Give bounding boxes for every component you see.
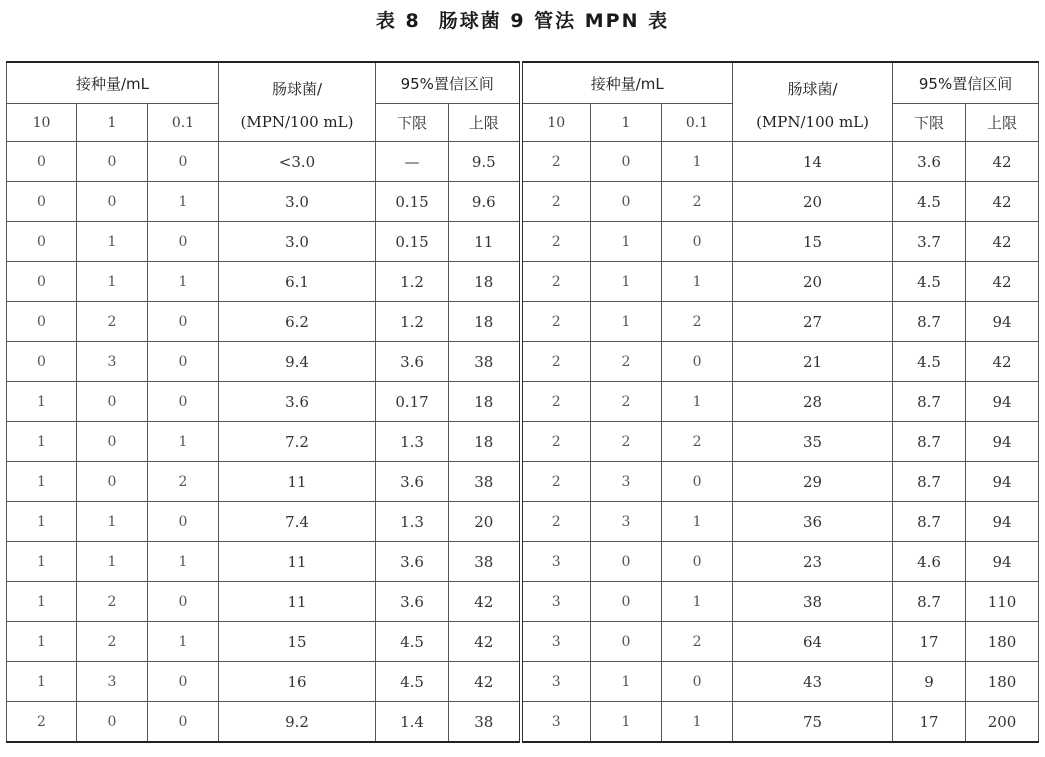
dose-01-cell: 1 (148, 422, 219, 462)
dose-01-cell: 1 (148, 182, 219, 222)
dose-01-cell: 2 (662, 302, 733, 342)
dose-1-cell: 0 (77, 462, 148, 502)
upper-limit-cell: 42 (449, 622, 521, 662)
dose-10-cell: 0 (7, 142, 77, 182)
mpn-cell: 15 (219, 622, 376, 662)
dose-1-cell: 1 (591, 702, 662, 743)
lower-limit-cell: 17 (893, 702, 966, 743)
dose-01-cell: 0 (148, 582, 219, 622)
dose-01-header: 0.1 (148, 104, 219, 142)
ci-header-left: 95%置信区间 (376, 62, 521, 104)
dose-10-cell: 2 (521, 422, 591, 462)
upper-limit-cell: 20 (449, 502, 521, 542)
dose-10-cell: 2 (521, 382, 591, 422)
lower-limit-cell: — (376, 142, 449, 182)
dose-1-cell: 1 (77, 502, 148, 542)
dose-01-cell: 1 (148, 622, 219, 662)
dose-01-cell: 0 (662, 222, 733, 262)
dose-01-cell: 1 (662, 582, 733, 622)
dose-01-cell: 1 (662, 382, 733, 422)
dose-1-cell: 1 (77, 262, 148, 302)
mpn-cell: 20 (733, 182, 893, 222)
dose-1-cell: 0 (77, 422, 148, 462)
dose-10-header: 10 (7, 104, 77, 142)
upper-limit-cell: 42 (966, 342, 1039, 382)
dose-1-cell: 1 (591, 302, 662, 342)
table-row (7, 142, 1039, 182)
table-row (7, 342, 1039, 382)
upper-limit-cell: 180 (966, 662, 1039, 702)
mpn-header-left (219, 62, 376, 142)
dose-1-cell: 0 (591, 582, 662, 622)
table-title: 肠球菌 9 管法 MPN 表 (438, 10, 670, 32)
dose-01-cell: 0 (662, 662, 733, 702)
dose-1-cell: 0 (77, 702, 148, 743)
inoculum-header-right: 接种量/mL (521, 62, 733, 104)
mpn-cell: 75 (733, 702, 893, 743)
mpn-cell: 14 (733, 142, 893, 182)
dose-10-cell: 2 (521, 222, 591, 262)
dose-1-cell: 1 (591, 222, 662, 262)
mpn-cell: 11 (219, 462, 376, 502)
upper-limit-cell: 9.5 (449, 142, 521, 182)
lower-limit-cell: 1.3 (376, 422, 449, 462)
mpn-cell: 9.2 (219, 702, 376, 743)
mpn-cell: 35 (733, 422, 893, 462)
table-row (7, 582, 1039, 622)
dose-1-cell: 2 (591, 422, 662, 462)
dose-01-cell: 2 (662, 622, 733, 662)
lower-limit-cell: 3.6 (376, 582, 449, 622)
dose-1-cell: 0 (77, 182, 148, 222)
mpn-cell: 28 (733, 382, 893, 422)
table-row (7, 702, 1039, 743)
dose-10-cell: 3 (521, 622, 591, 662)
dose-10-cell: 1 (7, 502, 77, 542)
dose-10-cell: 0 (7, 302, 77, 342)
upper-limit-cell: 42 (966, 262, 1039, 302)
dose-10-cell: 2 (521, 262, 591, 302)
dose-1-cell: 3 (591, 502, 662, 542)
dose-10-cell: 1 (7, 462, 77, 502)
mpn-cell: 64 (733, 622, 893, 662)
mpn-cell: 16 (219, 662, 376, 702)
mpn-cell: 3.0 (219, 182, 376, 222)
dose-01-cell: 0 (662, 462, 733, 502)
dose-1-cell: 2 (77, 622, 148, 662)
inoculum-header-left: 接种量/mL (7, 62, 219, 104)
dose-01-cell: 1 (662, 502, 733, 542)
upper-limit-cell: 42 (966, 142, 1039, 182)
dose-01-cell: 0 (148, 222, 219, 262)
lower-limit-cell: 8.7 (893, 302, 966, 342)
dose-10-cell: 3 (521, 702, 591, 743)
dose-10-cell: 2 (521, 142, 591, 182)
mpn-cell: 3.6 (219, 382, 376, 422)
dose-01-cell: 1 (148, 262, 219, 302)
mpn-cell: 9.4 (219, 342, 376, 382)
dose-1-header: 1 (77, 104, 148, 142)
lower-limit-cell: 4.5 (893, 182, 966, 222)
mpn-cell: 6.2 (219, 302, 376, 342)
lower-limit-cell: 8.7 (893, 582, 966, 622)
dose-1-cell: 2 (77, 582, 148, 622)
mpn-cell: 43 (733, 662, 893, 702)
dose-01-cell: 2 (148, 462, 219, 502)
dose-01-cell: 0 (148, 142, 219, 182)
dose-1-header: 1 (591, 104, 662, 142)
dose-10-cell: 3 (521, 582, 591, 622)
mpn-cell: 11 (219, 582, 376, 622)
dose-1-cell: 0 (77, 382, 148, 422)
dose-01-cell: 0 (148, 302, 219, 342)
upper-limit-cell: 38 (449, 462, 521, 502)
dose-01-cell: 0 (148, 662, 219, 702)
dose-10-cell: 2 (521, 302, 591, 342)
dose-10-cell: 2 (521, 502, 591, 542)
dose-10-cell: 0 (7, 182, 77, 222)
lower-limit-cell: 4.5 (893, 262, 966, 302)
dose-10-cell: 2 (521, 462, 591, 502)
table-body (7, 142, 1039, 743)
lower-limit-header: 下限 (376, 104, 449, 142)
dose-10-cell: 1 (7, 542, 77, 582)
table-row (7, 462, 1039, 502)
upper-limit-cell: 180 (966, 622, 1039, 662)
mpn-cell: 3.0 (219, 222, 376, 262)
dose-10-cell: 0 (7, 222, 77, 262)
upper-limit-cell: 110 (966, 582, 1039, 622)
table-row (7, 622, 1039, 662)
mpn-header-right (733, 62, 893, 142)
dose-10-cell: 1 (7, 422, 77, 462)
table-row (7, 422, 1039, 462)
mpn-cell: 6.1 (219, 262, 376, 302)
dose-01-cell: 0 (662, 542, 733, 582)
dose-1-cell: 0 (77, 142, 148, 182)
lower-limit-cell: 0.15 (376, 222, 449, 262)
upper-limit-cell: 18 (449, 302, 521, 342)
dose-10-cell: 0 (7, 342, 77, 382)
dose-10-cell: 2 (521, 182, 591, 222)
upper-limit-cell: 94 (966, 302, 1039, 342)
mpn-cell: 20 (733, 262, 893, 302)
upper-limit-cell: 42 (966, 222, 1039, 262)
dose-1-cell: 0 (591, 542, 662, 582)
table-number: 表 8 (375, 10, 421, 32)
lower-limit-cell: 3.6 (376, 462, 449, 502)
upper-limit-cell: 38 (449, 702, 521, 743)
dose-01-cell: 0 (148, 382, 219, 422)
mpn-cell: 11 (219, 542, 376, 582)
mpn-header-unit: (MPN/100 mL) (756, 112, 869, 131)
lower-limit-cell: 8.7 (893, 502, 966, 542)
table-row (7, 222, 1039, 262)
lower-limit-cell: 1.4 (376, 702, 449, 743)
lower-limit-cell: 1.2 (376, 302, 449, 342)
dose-1-cell: 3 (77, 342, 148, 382)
upper-limit-cell: 9.6 (449, 182, 521, 222)
upper-limit-cell: 200 (966, 702, 1039, 743)
table-row (7, 302, 1039, 342)
dose-10-cell: 3 (521, 542, 591, 582)
lower-limit-cell: 8.7 (893, 422, 966, 462)
dose-01-cell: 0 (148, 702, 219, 743)
dose-01-cell: 2 (662, 422, 733, 462)
mpn-cell: 29 (733, 462, 893, 502)
dose-1-cell: 1 (77, 222, 148, 262)
lower-limit-cell: 3.6 (376, 342, 449, 382)
table-row (7, 262, 1039, 302)
dose-01-cell: 0 (148, 342, 219, 382)
dose-10-cell: 1 (7, 622, 77, 662)
mpn-cell: 36 (733, 502, 893, 542)
dose-10-header: 10 (521, 104, 591, 142)
table-caption (0, 6, 1045, 33)
lower-limit-cell: 8.7 (893, 382, 966, 422)
dose-01-cell: 1 (662, 142, 733, 182)
ci-header-right: 95%置信区间 (893, 62, 1039, 104)
lower-limit-cell: 3.6 (376, 542, 449, 582)
upper-limit-cell: 94 (966, 542, 1039, 582)
dose-10-cell: 3 (521, 662, 591, 702)
upper-limit-cell: 18 (449, 382, 521, 422)
dose-01-cell: 0 (662, 342, 733, 382)
upper-limit-header: 上限 (966, 104, 1039, 142)
dose-1-cell: 3 (591, 462, 662, 502)
dose-01-cell: 1 (662, 702, 733, 743)
mpn-cell: 7.4 (219, 502, 376, 542)
dose-1-cell: 2 (591, 382, 662, 422)
upper-limit-cell: 38 (449, 342, 521, 382)
dose-1-cell: 3 (77, 662, 148, 702)
mpn-cell: 21 (733, 342, 893, 382)
mpn-cell: 23 (733, 542, 893, 582)
dose-01-cell: 2 (662, 182, 733, 222)
dose-01-cell: 0 (148, 502, 219, 542)
upper-limit-cell: 42 (449, 582, 521, 622)
dose-10-cell: 2 (7, 702, 77, 743)
upper-limit-cell: 38 (449, 542, 521, 582)
header-row-1 (7, 62, 1039, 104)
lower-limit-cell: 1.2 (376, 262, 449, 302)
upper-limit-cell: 94 (966, 422, 1039, 462)
lower-limit-cell: 9 (893, 662, 966, 702)
lower-limit-cell: 4.5 (893, 342, 966, 382)
dose-1-cell: 0 (591, 182, 662, 222)
dose-1-cell: 0 (591, 622, 662, 662)
lower-limit-cell: 4.6 (893, 542, 966, 582)
upper-limit-cell: 94 (966, 502, 1039, 542)
lower-limit-cell: 3.7 (893, 222, 966, 262)
upper-limit-cell: 42 (449, 662, 521, 702)
table-row (7, 662, 1039, 702)
mpn-header-unit: (MPN/100 mL) (240, 112, 354, 131)
dose-01-cell: 1 (148, 542, 219, 582)
table-row (7, 382, 1039, 422)
mpn-cell: 7.2 (219, 422, 376, 462)
dose-01-header: 0.1 (662, 104, 733, 142)
dose-1-cell: 2 (591, 342, 662, 382)
dose-10-cell: 1 (7, 662, 77, 702)
dose-10-cell: 1 (7, 582, 77, 622)
lower-limit-cell: 0.15 (376, 182, 449, 222)
lower-limit-cell: 8.7 (893, 462, 966, 502)
dose-1-cell: 1 (77, 542, 148, 582)
mpn-header-label: 肠球菌/ (787, 79, 838, 98)
upper-limit-cell: 94 (966, 382, 1039, 422)
mpn-cell: 15 (733, 222, 893, 262)
table-row (7, 182, 1039, 222)
mpn-table (6, 61, 1039, 743)
mpn-cell: 27 (733, 302, 893, 342)
dose-1-cell: 2 (77, 302, 148, 342)
upper-limit-cell: 18 (449, 422, 521, 462)
upper-limit-cell: 94 (966, 462, 1039, 502)
dose-10-cell: 0 (7, 262, 77, 302)
dose-1-cell: 0 (591, 142, 662, 182)
lower-limit-cell: 4.5 (376, 662, 449, 702)
lower-limit-cell: 17 (893, 622, 966, 662)
dose-01-cell: 1 (662, 262, 733, 302)
upper-limit-cell: 11 (449, 222, 521, 262)
dose-1-cell: 1 (591, 662, 662, 702)
lower-limit-cell: 3.6 (893, 142, 966, 182)
lower-limit-header: 下限 (893, 104, 966, 142)
lower-limit-cell: 0.17 (376, 382, 449, 422)
upper-limit-cell: 18 (449, 262, 521, 302)
mpn-cell: 38 (733, 582, 893, 622)
lower-limit-cell: 4.5 (376, 622, 449, 662)
upper-limit-header: 上限 (449, 104, 521, 142)
dose-1-cell: 1 (591, 262, 662, 302)
dose-10-cell: 2 (521, 342, 591, 382)
mpn-cell: <3.0 (219, 142, 376, 182)
upper-limit-cell: 42 (966, 182, 1039, 222)
table-row (7, 502, 1039, 542)
table-row (7, 542, 1039, 582)
lower-limit-cell: 1.3 (376, 502, 449, 542)
mpn-header-label: 肠球菌/ (271, 79, 323, 98)
dose-10-cell: 1 (7, 382, 77, 422)
